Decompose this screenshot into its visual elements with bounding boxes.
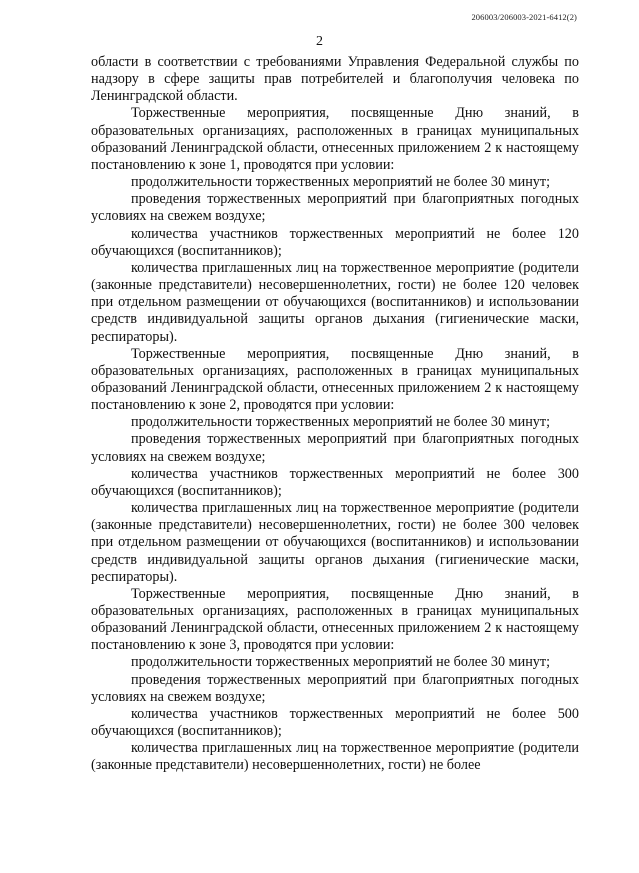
paragraph-zone-1-weather: проведения торжественных мероприятий при благоприятных погодных условиях на свежем воздухе; bbox=[91, 191, 579, 225]
paragraph-zone-2-duration: продолжительности торжественных мероприятий не более 30 минут; bbox=[131, 414, 551, 431]
paragraph-zone-3-participants: количества участников торжественных мероприятий не более 500 обучающихся (воспитанников); bbox=[91, 705, 579, 740]
paragraph-zone-1-participants: количества участников торжественных мероприятий не более 120 обучающихся (воспитанников); bbox=[91, 225, 579, 259]
paragraph-zone-3-guests: количества приглашенных лиц на торжественное мероприятие (родители (законные представители) несовершеннолетних, гости) не более bbox=[91, 740, 579, 774]
paragraph-zone-3-intro: Торжественные мероприятия, посвященные Дню знаний, в образовательных организациях, расположенных в границах муниципальных образований Ленинградской области, отнесенных приложением 2 к настоящему постановлению к зоне 3, проводятся при условии: bbox=[91, 585, 579, 654]
paragraph-zone-2-weather: проведения торжественных мероприятий при благоприятных погодных условиях на свежем воздухе; bbox=[91, 431, 579, 465]
paragraph-zone-2-participants: количества участников торжественных мероприятий не более 300 обучающихся (воспитанников); bbox=[91, 465, 579, 499]
document-body bbox=[91, 54, 579, 775]
paragraph-zone-2-guests: количества приглашенных лиц на торжественное мероприятие (родители (законные представители) несовершеннолетних, гости) не более 300 человек при отдельном размещении от обучающихся (воспитанников) и использовании средств индивидуальной защиты органов дыхания (гигиенические маски, респираторы). bbox=[91, 500, 579, 585]
paragraph-zone-1-intro: Торжественные мероприятия, посвященные Дню знаний, в образовательных организациях, расположенных в границах муниципальных образований Ленинградской области, отнесенных приложением 2 к настоящему постановлению к зоне 1, проводятся при условии: bbox=[91, 105, 579, 173]
paragraph-zone-1-duration: продолжительности торжественных мероприятий не более 30 минут; bbox=[131, 174, 551, 191]
paragraph-zone-3-duration: продолжительности торжественных мероприятий не более 30 минут; bbox=[131, 654, 551, 671]
paragraph-zone-1-guests: количества приглашенных лиц на торжественное мероприятие (родители (законные представители) несовершеннолетних, гости) не более 120 человек при отдельном размещении от обучающихся (воспитанников) и использовании средств индивидуальной защиты органов дыхания (гигиенические маски, респираторы). bbox=[91, 259, 579, 345]
paragraph-zone-2-intro: Торжественные мероприятия, посвященные Дню знаний, в образовательных организациях, расположенных в границах муниципальных образований Ленинградской области, отнесенных приложением 2 к настоящему постановлению к зоне 2, проводятся при условии: bbox=[91, 345, 579, 414]
document-id: 206003/206003-2021-6412(2) bbox=[471, 12, 577, 22]
page-number: 2 bbox=[316, 34, 323, 49]
paragraph-zone-3-weather: проведения торжественных мероприятий при благоприятных погодных условиях на свежем воздухе; bbox=[91, 671, 579, 705]
paragraph-continuation: области в соответствии с требованиями Управления Федеральной службы по надзору в сфере защиты прав потребителей и благополучия человека по Ленинградской области. bbox=[91, 54, 579, 105]
